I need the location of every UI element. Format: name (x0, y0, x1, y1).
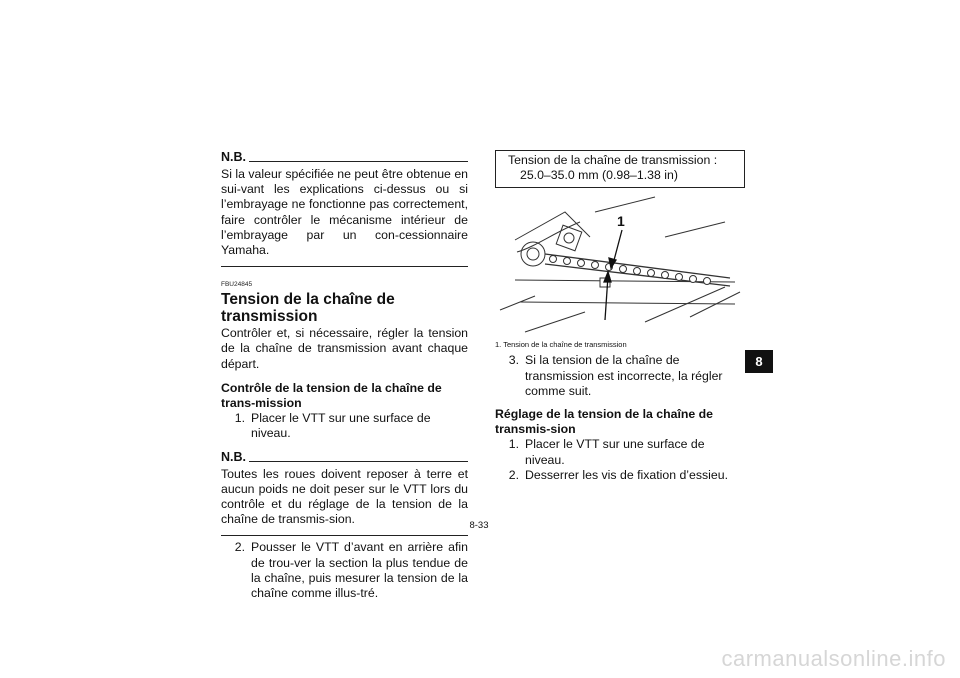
step-number: 2. (234, 540, 245, 555)
chapter-tab: 8 (745, 350, 773, 373)
adjust-step-1 (495, 437, 745, 467)
nb-rule-1 (249, 161, 468, 162)
step-number: 1. (508, 437, 519, 452)
intro-paragraph: Contrôler et, si nécessaire, régler la tension de la chaîne de transmission avant chaque départ. (221, 326, 468, 371)
spec-value: 25.0–35.0 mm (0.98–1.38 in) (520, 168, 678, 183)
adjust-step-2 (495, 468, 745, 483)
nb-heading-1 (221, 150, 468, 164)
nb-end-rule-1 (221, 266, 468, 267)
step-number: 1. (234, 411, 245, 426)
page-number: 8-33 (469, 520, 489, 531)
adjust-subheading: Réglage de la tension de la chaîne de transmis-sion (495, 407, 713, 437)
nb-label-2: N.B. (221, 449, 246, 464)
nb-end-rule-2 (221, 535, 468, 536)
watermark: carmanualsonline.info (721, 646, 946, 671)
section-code: FBU24845 (221, 281, 253, 289)
check-step-3 (495, 353, 745, 399)
step-text: Placer le VTT sur une surface de niveau. (525, 437, 705, 467)
step-number: 3. (508, 353, 519, 368)
step-text: Placer le VTT sur une surface de niveau. (251, 411, 431, 441)
step-text: Pousser le VTT d’avant en arrière afin de trou-ver la section la plus tendue de la chaîne, puis mesurer la tension de la chaîne comme illus-tré. (251, 540, 468, 601)
nb-text-1: Si la valeur spécifiée ne peut être obtenue en sui-vant les explications ci-dessus ou si l’embrayage ne fonctionne pas correctement, faire contrôler le mécanisme intérieur de l’embrayage par un con-cessionnaire Yamaha. (221, 167, 468, 258)
check-step-2 (221, 540, 468, 601)
spec-box (495, 150, 745, 188)
step-text: Si la tension de la chaîne de transmission est incorrecte, la régler comme suit. (525, 353, 723, 398)
step-number: 2. (508, 467, 519, 482)
check-subheading: Contrôle de la tension de la chaîne de trans-mission (221, 380, 442, 411)
section-title: Tension de la chaîne de transmission (221, 291, 395, 326)
spec-label: Tension de la chaîne de transmission : (508, 153, 718, 167)
step-text: Desserrer les vis de fixation d’essieu. (525, 467, 728, 482)
nb-rule-2 (249, 461, 468, 462)
check-step-1 (221, 411, 468, 441)
figure-callout-1: 1 (617, 213, 625, 230)
nb-heading-2 (221, 450, 468, 464)
figure-caption: 1. Tension de la chaîne de transmission (495, 340, 627, 350)
right-column (495, 150, 745, 483)
nb-text-2: Toutes les roues doivent reposer à terre et aucun poids ne doit peser sur le VTT lors du contrôle et du réglage de la tension de la chaîne de transmis-sion. (221, 466, 468, 527)
left-column (221, 150, 468, 601)
nb-label-1: N.B. (221, 150, 246, 164)
chain-illustration (495, 192, 745, 342)
